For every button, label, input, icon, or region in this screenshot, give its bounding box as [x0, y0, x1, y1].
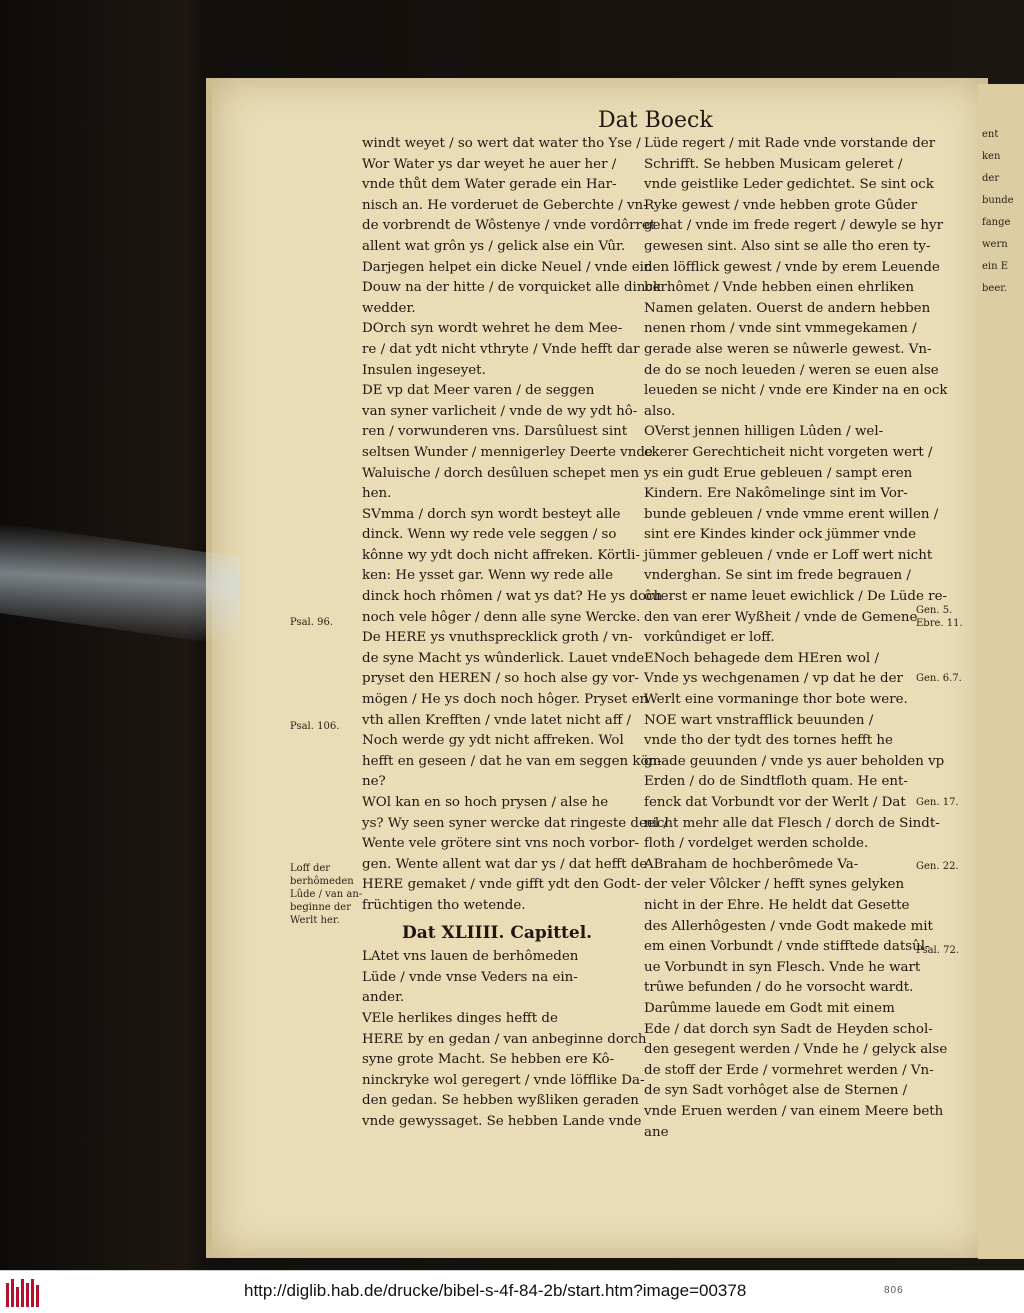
text-line: ys ein gudt Erue gebleuen / sampt eren [644, 465, 913, 481]
text-line: fenck dat Vorbundt vor der Werlt / Dat [644, 795, 906, 810]
chapter-text [362, 947, 647, 1132]
page-code: 806 [884, 1285, 904, 1296]
text-line: nicht mehr alle dat Flesch / dorch de Sindt- [644, 815, 940, 831]
text-line: nisch an. He vorderuet de Geberchte / vn- [362, 197, 648, 213]
text-line: den gedan. Se hebben wyßliken geraden [362, 1093, 639, 1109]
margin-note-line: Ebre. 11. [916, 618, 963, 629]
text-line: de vorbrendt de Wôstenye / vnde vordôrret [362, 218, 656, 234]
margin-note-gen17: Gen. 17. [916, 797, 959, 808]
text-line: ENoch behagede dem HEren wol / [644, 650, 879, 666]
text-line: HERE by en gedan / van anbeginne dorch [362, 1031, 647, 1047]
text-line: jümmer gebleuen / vnde er Loff wert nicht [644, 547, 933, 563]
scan-light-glare [0, 523, 240, 647]
viewer-footer [0, 1270, 1024, 1313]
facing-page-line: ken [982, 151, 1001, 162]
text-line: Vnde ys wechgenamen / vp dat he der [644, 671, 903, 687]
text-line: ander. [362, 990, 405, 1006]
margin-note-loff [290, 862, 362, 927]
text-line: Kindern. Ere Nakômelinge sint im Vor- [644, 486, 908, 502]
text-line: pryset den HEREN / so hoch alse gy vor- [362, 671, 639, 687]
text-line: de stoff der Erde / vormehret werden / Vn- [644, 1062, 934, 1078]
text-line: re / dat ydt nicht vthryte / Vnde hefft dar [362, 341, 640, 357]
book-page-right-edge [978, 84, 1024, 1259]
text-line: vnde geistlike Leder gedichtet. Se sint ock [644, 177, 934, 193]
facing-page-line: wern [982, 239, 1008, 250]
facing-page-line: fange [982, 217, 1011, 228]
text-line: berhômet / Vnde hebben einen ehrliken [644, 280, 914, 296]
text-line: Namen gelaten. Ouerst de andern hebben [644, 300, 931, 316]
permalink-url[interactable]: http://diglib.hab.de/drucke/bibel-s-4f-84-2b/start.htm?image=00378 [244, 1281, 747, 1300]
text-line: gnade geuunden / vnde ys auer beholden vp [644, 753, 945, 769]
text-line: bunde gebleuen / vnde vmme erent willen / [644, 506, 939, 522]
text-line: leueden se nicht / vnde ere Kinder na en ock [644, 383, 948, 399]
text-line: ninckryke wol geregert / vnde löfflike Da- [362, 1072, 645, 1088]
text-line: also. [644, 403, 676, 419]
text-line: Schrifft. Se hebben Musicam geleret / [644, 156, 903, 172]
text-line: des Allerhôgesten / vnde Godt makede mit [644, 918, 933, 934]
text-line: Ryke gewest / vnde hebben grote Gûder [644, 197, 918, 213]
chapter-title: Dat XLIIII. Capittel. [402, 922, 593, 943]
text-line: der veler Vôlcker / hefft synes gelyken [644, 877, 905, 893]
text-line: ne? [362, 774, 386, 790]
text-line: vnde thůt dem Water gerade ein Har- [362, 177, 617, 193]
text-line: vorkûndiget er loff. [644, 630, 775, 646]
text-line: mögen / He ys doch noch hôger. Pryset en [362, 692, 649, 708]
text-line: Lüde regert / mit Rade vnde vorstande der [644, 136, 936, 151]
text-line: syne grote Macht. Se hebben ere Kô- [362, 1052, 615, 1068]
facing-page-line: ent [982, 129, 999, 140]
text-line: Douw na der hitte / de vorquicket alle dinck [362, 280, 662, 296]
text-line: van syner varlicheit / vnde de wy ydt hô- [362, 403, 638, 419]
text-line: gerade alse weren se nûwerle gewest. Vn- [644, 341, 932, 357]
text-line: sint ere Kindes kinder ock jümmer vnde [644, 527, 917, 543]
text-line: WOl kan en so hoch prysen / alse he [362, 795, 609, 810]
text-line: gehat / vnde im frede regert / dewyle se hyr [644, 218, 943, 234]
text-line: Wor Water ys dar weyet he auer her / [362, 156, 617, 172]
margin-note-psal96: Psal. 96. [290, 617, 334, 628]
text-line: SVmma / dorch syn wordt besteyt alle [362, 506, 621, 522]
text-line: NOE wart vnstrafflick beuunden / [644, 712, 874, 728]
text-line: gewesen sint. Also sint se alle tho eren ty- [644, 238, 931, 254]
text-line: em einen Vorbundt / vnde stifftede datsûl- [644, 939, 930, 955]
library-logo-icon[interactable] [6, 1277, 40, 1307]
text-line: HERE gemaket / vnde gifft ydt den Godt- [362, 877, 641, 893]
text-line: windt weyet / so wert dat water tho Yse / [362, 136, 641, 151]
text-line: Erden / do de Sindtfloth quam. He ent- [644, 774, 908, 790]
text-line: Insulen ingeseyet. [362, 362, 486, 378]
facing-page-text [982, 124, 1024, 300]
text-line: de syn Sadt vorhôget alse de Sternen / [644, 1083, 908, 1099]
text-line: ys? Wy seen syner wercke dat ringeste deel / [362, 815, 668, 831]
text-line: allent wat grôn ys / gelick alse ein Vûr. [362, 238, 626, 254]
text-line: trûwe befunden / do he vorsocht wardt. [644, 980, 914, 996]
facing-page-line: bunde [982, 195, 1014, 206]
text-line: de syne Macht ys wûnderlick. Lauet vnde [362, 650, 645, 666]
text-line: DOrch syn wordt wehret he dem Mee- [362, 321, 623, 337]
margin-note-gen67: Gen. 6.7. [916, 673, 962, 684]
text-line: vnde Eruen werden / van einem Meere beth [644, 1103, 944, 1119]
text-line: dinck hoch rhômen / wat ys dat? He ys doch [362, 589, 663, 605]
text-line: seltsen Wunder / mennigerley Deerte vnde [362, 444, 653, 460]
text-line: floth / vordelget werden scholde. [644, 836, 869, 852]
text-line: gen. Wente allent wat dar ys / dat hefft de [362, 856, 648, 872]
text-line: wedder. [362, 300, 416, 316]
text-line: ckerer Gerechticheit nicht vorgeten wert / [644, 444, 933, 460]
text-line: Darjegen helpet ein dicke Neuel / vnde ein [362, 259, 653, 275]
margin-note-line: Gen. 5. [916, 605, 953, 616]
text-line: früchtigen tho wetende. [362, 897, 526, 913]
margin-note-line: Lûde / van an- [290, 889, 363, 900]
text-line: ue Vorbundt in syn Flesch. Vnde he wart [644, 959, 921, 975]
text-line: den gesegent werden / Vnde he / gelyck alse [644, 1042, 948, 1058]
text-line: ken: He ysset gar. Wenn wy rede alle [362, 568, 614, 584]
text-line: ane [644, 1124, 669, 1140]
margin-note-gen22: Gen. 22. [916, 861, 959, 872]
text-line: Waluische / dorch desûluen schepet men [362, 465, 640, 481]
text-line: VEle herlikes dinges hefft de [362, 1010, 558, 1026]
margin-note-gen5 [916, 604, 963, 630]
text-line: ren / vorwunderen vns. Darsûluest sint [362, 424, 628, 440]
facing-page-line: beer. [982, 283, 1008, 294]
text-line: Darûmme lauede em Godt mit einem [644, 1000, 895, 1016]
text-line: den löfflick gewest / vnde by erem Leuende [644, 259, 940, 275]
text-line: Lüde / vnde vnse Veders na ein- [362, 969, 578, 985]
facing-page-line: ein E [982, 261, 1009, 272]
text-line: ôuerst er name leuet ewichlick / De Lüde re- [644, 589, 948, 605]
margin-note-psal106: Psal. 106. [290, 721, 340, 732]
text-line: nicht in der Ehre. He heldt dat Gesette [644, 897, 910, 913]
text-line: vnderghan. Se sint im frede begrauen / [644, 568, 911, 584]
text-line: hefft en geseen / dat he van em seggen kön- [362, 753, 662, 769]
text-line: LAtet vns lauen de berhômeden [362, 949, 579, 965]
text-line: kônne wy ydt doch nicht affreken. Körtli- [362, 547, 640, 563]
running-head: Dat Boeck [598, 108, 713, 133]
margin-note-line: Loff der [290, 863, 331, 874]
text-line: Noch werde gy ydt nicht affreken. Wol [362, 733, 624, 749]
text-line: Werlt eine vormaninge thor bote were. [644, 692, 908, 708]
text-line: vth allen Krefften / vnde latet nicht aff / [362, 712, 632, 728]
margin-note-line: Werlt her. [290, 915, 340, 926]
margin-note-line: berhômeden [290, 876, 354, 887]
text-line: nenen rhom / vnde sint vmmegekamen / [644, 321, 917, 337]
text-line: Ede / dat dorch syn Sadt de Heyden schol- [644, 1021, 933, 1037]
text-line: noch vele hôger / denn alle syne Wercke. [362, 609, 641, 625]
text-line: vnde gewyssaget. Se hebben Lande vnde [362, 1113, 642, 1129]
text-line: ABraham de hochberômede Va- [644, 856, 859, 872]
text-line: De HERE ys vnuthsprecklick groth / vn- [362, 630, 633, 646]
text-line: DE vp dat Meer varen / de seggen [362, 383, 595, 399]
text-line: OVerst jennen hilligen Lûden / wel- [644, 424, 884, 440]
margin-note-line: beginne der [290, 902, 351, 913]
facing-page-line: der [982, 173, 1000, 184]
text-line: hen. [362, 486, 392, 502]
text-line: vnde tho der tydt des tornes hefft he [644, 733, 893, 749]
text-line: Wente vele grötere sint vns noch vorbor- [362, 836, 640, 852]
margin-note-psal72: Psal. 72. [916, 945, 960, 956]
text-line: de do se noch leueden / weren se euen alse [644, 362, 939, 378]
text-line: den van erer Wyßheit / vnde de Gemene [644, 609, 918, 625]
text-line: dinck. Wenn wy rede vele seggen / so [362, 527, 617, 543]
